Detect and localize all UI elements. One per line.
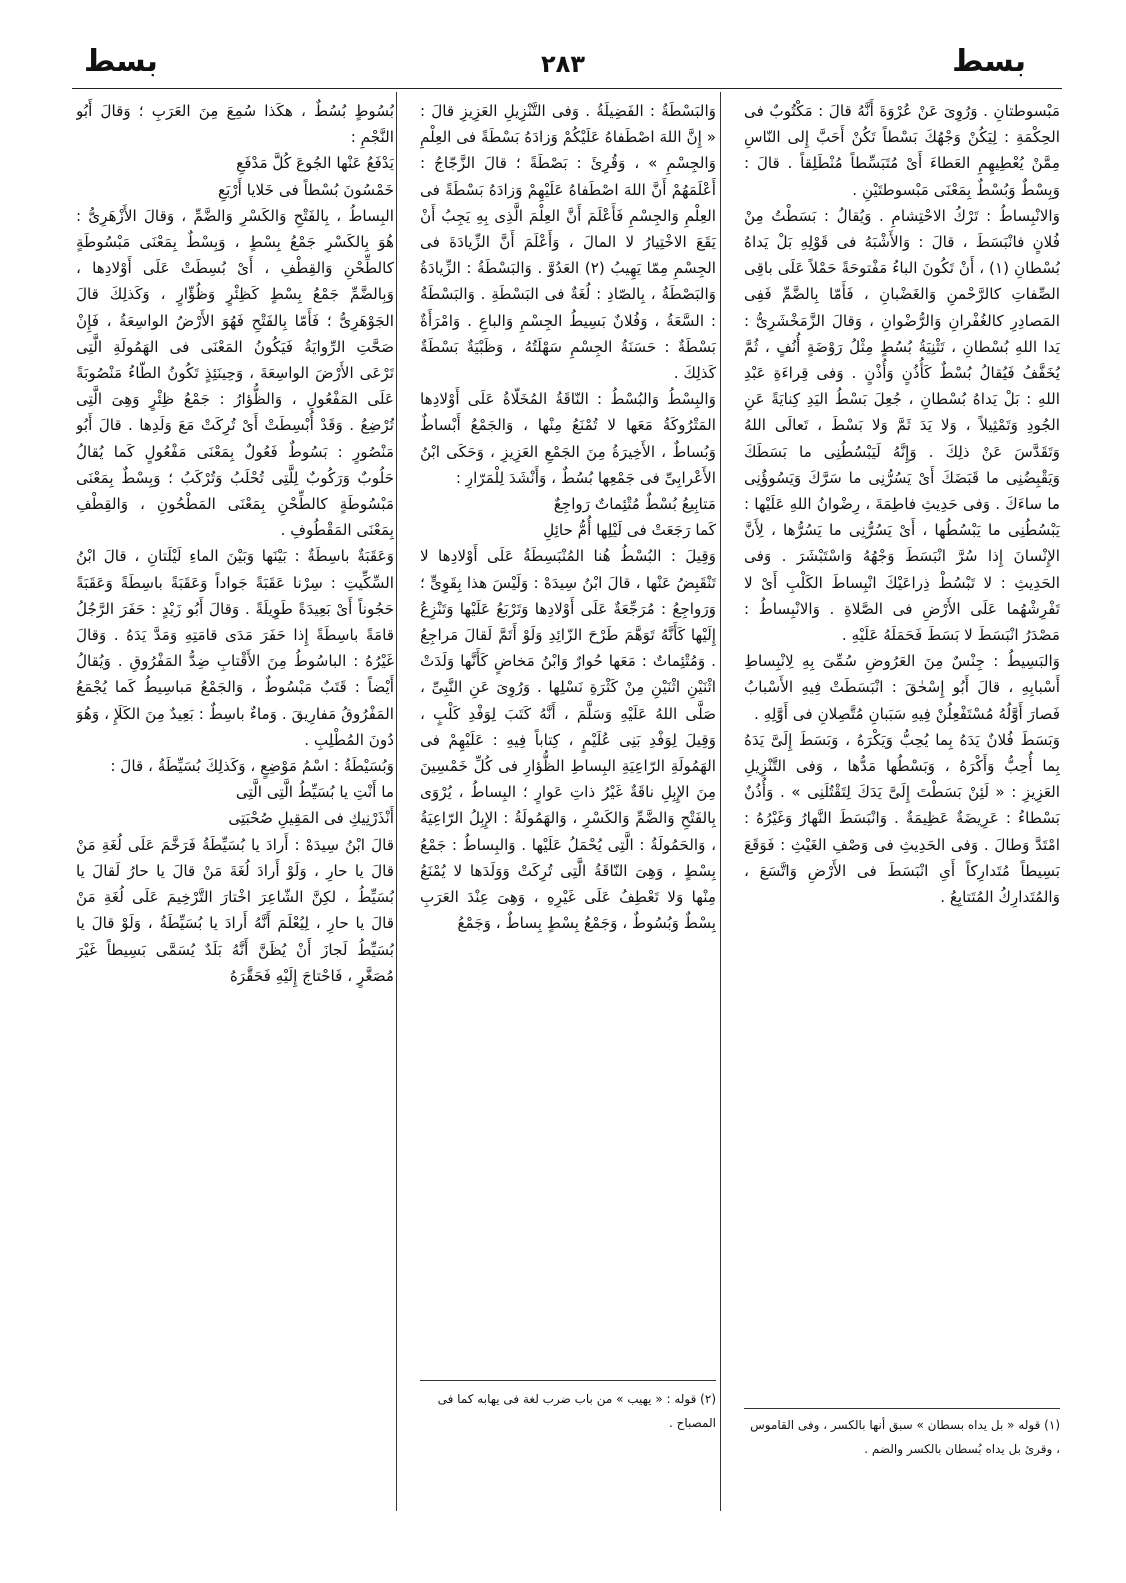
column-text: بُسُوطٍ بُسُطٌ ، هكَذا سُمِعَ مِنَ العَرَبِ ؛ وَقالَ أَبُو النَّجْمِ : يَدْفَعُ عَنْها الجُوعَ كُلَّ مَدْفَعِ خَمْسُونَ بُسْطاً فى خَلايا أَرْبَعِ البِساطُ ، بِالفَتْحِ وَالكَسْرِ وَالضَّمِّ ، وَقالَ الأَزْهَرِىُّ : هُوَ بِالكَسْرِ جَمْعُ بِسْطٍ ، وَبِسْطٌ بِمَعْنَى مَبْسُوطَةٍ كالطِّحْنِ وَالقِطْفِ ، أَىْ بُسِطَتْ عَلَى أَوْلادِها ، وَبِالضَّمِّ جَمْعُ بِسْطٍ كَظِئْرٍ وَظُؤّارٍ ، وَكَذلِكَ قالَ الجَوْهَرِىُّ ؛ فَأَمّا بِالفَتْحِ فَهُوَ الأَرْضُ الواسِعَةُ ، فَإِنْ صَحَّتِ الرِّوايَةُ فَيَكُونُ المَعْنَى فى الهَمُولَةِ الَّتِى تَرْعَى الأَرْضَ الواسِعَةَ ، وَحِينَئِذٍ تَكُونُ الطّاءُ مَنْصُوبَةً عَلَى المَفْعُولِ ، وَالظُّؤارُ : جَمْعُ ظِئْرٍ وَهِىَ الَّتِى تُرْضِعُ . وَقَدْ أُبْسِطَتْ أَىْ تُرِكَتْ مَعَ وَلَدِها . قالَ أَبُو مَنْصُورٍ : بَسُوطٌ فَعُولٌ بِمَعْنَى مَفْعُولٍ كَما يُقالُ حَلُوبٌ وَرَكُوبٌ لِلَّتِى تُحْلَبُ وَتُرْكَبُ ؛ وَبِسْطٌ بِمَعْنَى مَبْسُوطَةٍ كالطِّحْنِ بِمَعْنَى المَطْحُونِ ، وَالقِطْفِ بِمَعْنَى المَقْطُوفِ . وَعَقَبَةٌ باسِطَةٌ : بَيْنَها وَبَيْنَ الماءِ لَيْلَتانِ ، قالَ ابْنُ السِّكِّيتِ : سِرْنا عَقَبَةً جَواداً وَعَقَبَةً باسِطَةً وَعَقَبَةً حَجُوناً أَىْ بَعِيدَةً طَوِيلَةً . وَقالَ أَبُو زَيْدٍ : حَفَرَ الرَّجُلُ قامَةً باسِطَةً إِذا حَفَرَ مَدَى قامَتِهِ وَمَدَّ يَدَهُ . وَقالَ غَيْرُهُ : الباسُوطُ مِنَ الأَقْتابِ ضِدُّ المَفْرُوقِ . وَيُقالُ أَيْضاً : قَتَبٌ مَبْسُوطٌ ، وَالجَمْعُ مَباسِيطُ كَما يُجْمَعُ المَفْرُوقُ مَفارِيقَ . وَماءٌ باسِطٌ : بَعِيدٌ مِنَ الكَلَإِ ، وَهُوَ دُونَ المُطْلِبِ . وَبُسَيْطَةُ : اسْمُ مَوْضِعٍ ، وَكَذلِكَ بُسَيِّطَةُ ، قالَ : ما أَنْتِ يا بُسَيِّطُ الَّتِى الَّتِى أَنْذَرْنِيكِ فى المَقِيلِ صُحْبَتِى قالَ ابْنُ سِيدَهْ : أَرادَ يا بُسَيِّطَةُ فَرَخَّمَ عَلَى لُغَةِ مَنْ قالَ يا حارِ ، وَلَوْ أَرادَ لُغَةَ مَنْ قالَ يا حارُ لَقالَ يا بُسَيِّطُ ، لكِنَّ الشّاعِرَ اخْتارَ التَّرْخِيمَ عَلَى لُغَةِ مَنْ قالَ يا حارِ ، لِيُعْلَمَ أَنَّهُ أَرادَ يا بُسَيِّطَةُ ، وَلَوْ قالَ يا بُسَيِّطُ لَجازَ أَنْ يُظَنَّ أَنَّهُ بَلَدٌ يُسَمَّى بَسِيطاً غَيْرَ مُصَغَّرٍ ، فَاحْتاجَ إِلَيْهِ فَحَقَّرَهُ (76, 102, 394, 985)
text-column-left (76, 98, 394, 1543)
text-column-right (744, 98, 1060, 1373)
footnote-right: (١) قوله « بل يداه بسطان » سبق أنها بالكسر ، وفى القاموس ، وقرئ بل يداه بُسطان بالكسر والضم . (744, 1408, 1060, 1461)
column-text: مَبْسوطتانِ . وَرُوِىَ عَنْ عُرْوَةَ أَنَّهُ قالَ : مَكْتُوبٌ فى الحِكْمَةِ : لِيَكُنْ وَجْهُكَ بَسْطاً تَكُنْ أَحَبَّ إِلى النّاسِ مِمَّنْ يُعْطِيهِمِ العَطاءَ أَىْ مُتَبَسِّطاً مُنْطَلِقاً . قالَ : وَبِسْطٌ وَبُسْطٌ بِمَعْنَى مَبْسوطتَيْنِ . وَالانْبِساطُ : تَرْكُ الاحْتِشامِ . وَيُقالُ : بَسَطْتُ مِنْ فُلانٍ فانْبَسَطَ ، قالَ : وَالأَشْبَهُ فى قَوْلِهِ بَلْ يَداهُ بُسْطانِ (١) ، أَنْ تَكُونَ الباءُ مَفْتوحَةً حَمْلاً عَلَى باقِى الصِّفاتِ كالرَّحْمنِ وَالغَضْبانِ ، فَأَمّا بِالضَّمِّ فَفِى المَصادِرِ كالغُفْرانِ وَالرُّضْوانِ ، وَقالَ الزَّمَخْشَرِىُّ : يَدا اللهِ بُسْطانِ ، تَثْنِيَةُ بُسُطٍ مِثْلُ رَوْضَةٍ أُنُفٍ ، ثُمَّ يُخَفَّفُ فَيُقالُ بُسْطٌ كَأُذُنٍ وَأُذْنٍ . وَفى قِراءَةِ عَبْدِ اللهِ : بَلْ يَداهُ بُسْطانِ ، جُعِلَ بَسْطُ اليَدِ كِنايَةً عَنِ الجُودِ وَتَمْثِيلاً ، وَلا يَدَ ثَمَّ وَلا بَسْطَ ، تَعالَى اللهُ وَتَقَدَّسَ عَنْ ذلِكَ . وَإِنَّهُ لَيَبْسُطُنِى ما بَسَطَكَ وَيَقْبِضُنِى ما قَبَضَكَ أَىْ يَسُرُّنِى ما سَرَّكَ وَيَسُوؤُنِى ما ساءَكَ . وَفى حَدِيثِ فاطِمَةَ ، رِضْوانُ اللهِ عَلَيْها : يَبْسُطُنِى ما يَبْسُطُها ، أَىْ يَسُرُّنِى ما يَسُرُّها ، لِأَنَّ الإِنْسانَ إِذا سُرَّ انْبَسَطَ وَجْهُهُ وَاسْتَبْشَرَ . وَفى الحَدِيثِ : لا تَبْسُطْ ذِراعَيْكَ انْبِساطَ الكَلْبِ أَىْ لا تَفْرِشْهُما عَلَى الأَرْضِ فى الصَّلاةِ . وَالانْبِساطُ : مَصْدَرُ انْبَسَطَ لا بَسَطَ فَحَمَلَهُ عَلَيْهِ . وَالبَسِيطُ : جِنْسٌ مِنَ العَرُوضِ سُمِّىَ بِهِ لِانْبِساطِ أَسْبابِهِ ، قالَ أَبُو إِسْحٰقَ : انْبَسَطَتْ فِيهِ الأَسْبابُ فَصارَ أَوَّلُهُ مُسْتَفْعِلُنْ فِيهِ سَبَبانِ مُتَّصِلانِ فى أَوَّلِهِ . وَبَسَطَ فُلانٌ يَدَهُ بِما يُحِبُّ وَيَكْرَهُ ، وَبَسَطَ إِلَىَّ يَدَهُ بِما أُحِبُّ وَأَكْرَهُ ، وَبَسْطُها مَدُّها ، وَفى التَّنْزِيلِ العَزِيزِ : « لَئِنْ بَسَطْتَ إِلَىَّ يَدَكَ لِتَقْتُلَنِى » . وَأُذُنٌ بَسْطاءُ : عَرِيضَةٌ عَظِيمَةٌ . وَانْبَسَطَ النَّهارُ وَغَيْرُهُ : امْتَدَّ وَطالَ . وَفى الحَدِيثِ فى وَصْفِ الغَيْثِ : فَوَقَعَ بَسِيطاً مُتَدارِكاً أَىِ انْبَسَطَ فى الأَرْضِ وَاتَّسَعَ ، وَالمُتَدارِكُ المُتَتابِعُ . (744, 102, 1060, 907)
column-divider (396, 92, 397, 1511)
header-rule (72, 88, 1062, 89)
entry-header-right: بسط (952, 44, 1026, 79)
footnote-middle: (٢) قوله : « يهيب » من باب ضرب لغة فى يهابه كما فى المصباح . (420, 1380, 716, 1435)
text-column-middle (420, 98, 716, 1347)
column-divider (720, 92, 721, 1511)
entry-header-left: بسط (84, 44, 158, 79)
column-text: وَالبَسْطَةُ : الفَضِيلَةُ . وَفى التَّنْزِيلِ العَزِيزِ قالَ : « إِنَّ اللهَ اصْطَفاهُ عَلَيْكُمْ وَزادَهُ بَسْطَةً فى العِلْمِ وَالجِسْمِ » ، وَقُرِئَ : بَصْطَةً ؛ قالَ الزَّجّاجُ : أَعْلَمَهُمْ أَنَّ اللهَ اصْطَفاهُ عَلَيْهِمْ وَزادَهُ بَسْطَةً فى العِلْمِ وَالجِسْمِ فَأَعْلَمَ أَنَّ العِلْمَ الَّذِى بِهِ يَجِبُ أَنْ يَقَعَ الاخْتِيارُ لا المالَ ، وَأَعْلَمَ أَنَّ الزِّيادَةَ فى الجِسْمِ مِمّا يَهِيبُ (٢) العَدُوَّ . وَالبَسْطَةُ : الزِّيادَةُ وَالبَصْطَةُ ، بِالصّادِ : لُغَةٌ فى البَسْطَةِ . وَالبَسْطَةُ : السَّعَةُ ، وَفُلانٌ بَسِيطُ الجِسْمِ وَالباعِ . وَامْرَأَةٌ بَسْطَةٌ : حَسَنَةُ الجِسْمِ سَهْلَتُهُ ، وَظَبْيَةٌ بَسْطَةٌ كَذلِكَ . وَالبِسْطُ وَالبُسْطُ : النّاقَةُ المُخَلّاةُ عَلَى أَوْلادِها المَتْرُوكَةُ مَعَها لا تُمْنَعُ مِنْها ، وَالجَمْعُ أَبْساطٌ وَبُساطٌ ، الأَخِيرَةُ مِنَ الجَمْعِ العَزِيزِ ، وَحَكَى ابْنُ الأَعْرابِىِّ فى جَمْعِها بُسُطٌ ، وَأَنْشَدَ لِلْمَرّارِ : مَتابِيعُ بُسْطٌ مُتْئِماتٌ رَواجِعٌ كَما رَجَعَتْ فى لَيْلِها أُمُّ حائِلِ وَقِيلَ : البُسْطُ هُنا المُنْبَسِطَةُ عَلَى أَوْلادِها لا تَنْقَبِضُ عَنْها ، قالَ ابْنُ سِيدَهْ : وَلَيْسَ هذا بِقَوِىٍّ ؛ وَرَواجِعُ : مُرَجِّعَةٌ عَلَى أَوْلادِها وَتَرْبَعُ عَلَيْها وَتَنْزِعُ إِلَيْها كَأَنَّهُ تَوَهَّمَ طَرْحَ الزّائِدِ وَلَوْ أَتَمَّ لَقالَ مَراجِعُ . وَمُتْئِماتٌ : مَعَها حُوارٌ وَابْنُ مَخاضٍ كَأَنَّها وَلَدَتْ اثْنَيْنِ اثْنَيْنِ مِنْ كَثْرَةِ نَسْلِها . وَرُوِىَ عَنِ النَّبِىِّ ، صَلَّى اللهُ عَلَيْهِ وَسَلَّمَ ، أَنَّهُ كَتَبَ لِوَفْدِ كَلْبٍ ، وَقِيلَ لِوَفْدِ بَنِى عُلَيْمٍ ، كِتاباً فِيهِ : عَلَيْهِمْ فى الهَمُولَةِ الرّاعِيَةِ البِساطِ الظُّؤارِ فى كُلِّ خَمْسِينَ مِنَ الإِبِلِ ناقَةٌ غَيْرُ ذاتِ عَوارٍ ؛ البِساطُ ، يُرْوَى بِالفَتْحِ وَالضَّمِّ وَالكَسْرِ ، وَالهَمُولَةُ : الإِبِلُ الرّاعِيَةُ ، وَالحَمُولَةُ : الَّتِى يُحْمَلُ عَلَيْها . وَالبِساطُ : جَمْعُ بِسْطٍ ، وَهِىَ النّاقَةُ الَّتِى تُرِكَتْ وَوَلَدَها لا يُمْنَعُ مِنْها وَلا تَعْطِفُ عَلَى غَيْرِهِ ، وَهِىَ عِنْدَ العَرَبِ بِسْطٌ وَبُسُوطٌ ، وَجَمْعُ بِسْطٍ بِساطٌ ، وَجَمْعُ (420, 102, 716, 933)
page-number: ٢٨٣ (541, 50, 585, 78)
